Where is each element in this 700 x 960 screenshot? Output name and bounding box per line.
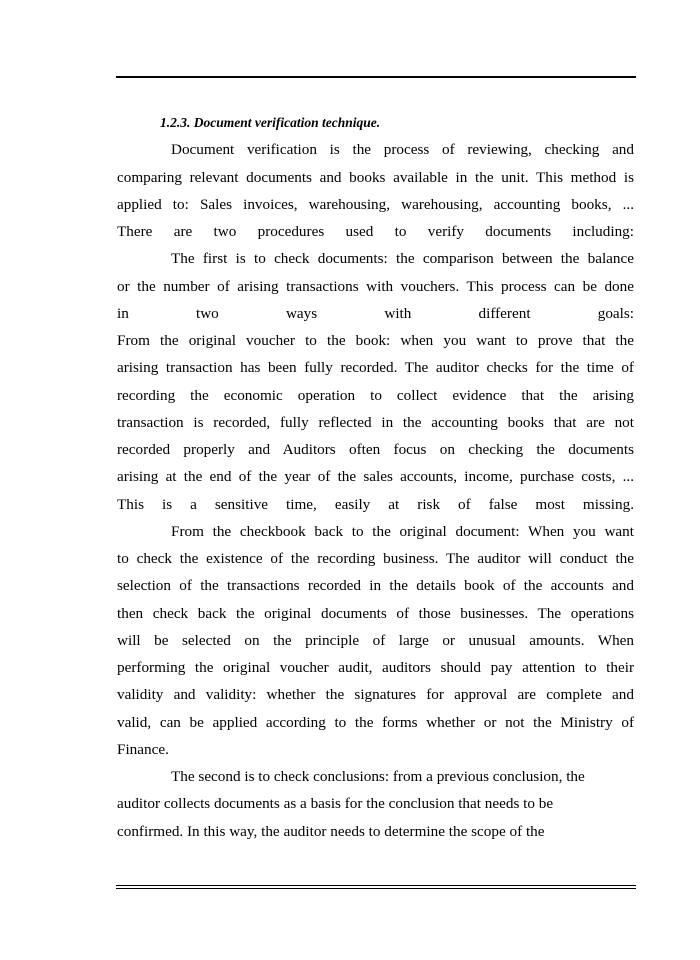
text-line: to check the existence of the recording business. The auditor will conduct the [117, 550, 634, 567]
paragraph-2 [117, 245, 634, 327]
text-line: transaction is recorded, fully reflected in the accounting books that are not [117, 413, 634, 431]
text-line: auditor collects documents as a basis for the conclusion that needs to be [117, 795, 554, 813]
text-line: comparing relevant documents and books available in the unit. This method is [117, 168, 634, 186]
text-line: recording the economic operation to collect evidence that the arising [117, 386, 634, 404]
text-line: in two ways with different goals: [117, 304, 634, 322]
text-line: This is a sensitive time, easily at risk of false most missing. [117, 495, 634, 513]
paragraph-3 [117, 327, 634, 518]
text-line: The first is to check documents: the comparison between the balance [171, 250, 634, 268]
text-line: selection of the transactions recorded in the details book of the accounts and [117, 577, 634, 595]
text-line: validity and validity: whether the signatures for approval are complete and [117, 686, 634, 704]
text-line: then check back the original documents of those businesses. The operations [117, 604, 634, 622]
text-line: confirmed. In this way, the auditor needs to determine the scope of the [117, 822, 545, 840]
text-line: arising at the end of the year of the sales accounts, income, purchase costs, ... [117, 468, 634, 486]
text-line: From the original voucher to the book: when you want to prove that the [117, 332, 634, 349]
text-line: recorded properly and Auditors often focus on checking the documents [117, 441, 634, 458]
text-line: performing the original voucher audit, auditors should pay attention to their [117, 659, 634, 676]
text-line: arising transaction has been fully recorded. The auditor checks for the time of [117, 359, 634, 377]
text-line: From the checkbook back to the original document: When you want [171, 522, 634, 540]
page-body [117, 109, 634, 845]
paragraph-5 [117, 763, 634, 845]
text-line: valid, can be applied according to the forms whether or not the Ministry of [117, 713, 634, 731]
text-line: Finance. [117, 740, 169, 758]
section-heading: 1.2.3. Document verification technique. [160, 115, 381, 130]
text-line: or the number of arising transactions with vouchers. This process can be done [117, 277, 634, 295]
text-line: The second is to check conclusions: from a previous conclusion, the [171, 768, 585, 785]
text-line: will be selected on the principle of large or unusual amounts. When [117, 631, 634, 649]
text-line: Document verification is the process of reviewing, checking and [171, 141, 634, 159]
footer-rule [116, 885, 636, 889]
paragraph-4 [117, 518, 634, 763]
paragraph-1 [117, 136, 634, 245]
text-line: applied to: Sales invoices, warehousing, warehousing, accounting books, ... [117, 195, 634, 213]
header-rule [116, 76, 636, 78]
text-line: There are two procedures used to verify documents including: [117, 223, 634, 240]
